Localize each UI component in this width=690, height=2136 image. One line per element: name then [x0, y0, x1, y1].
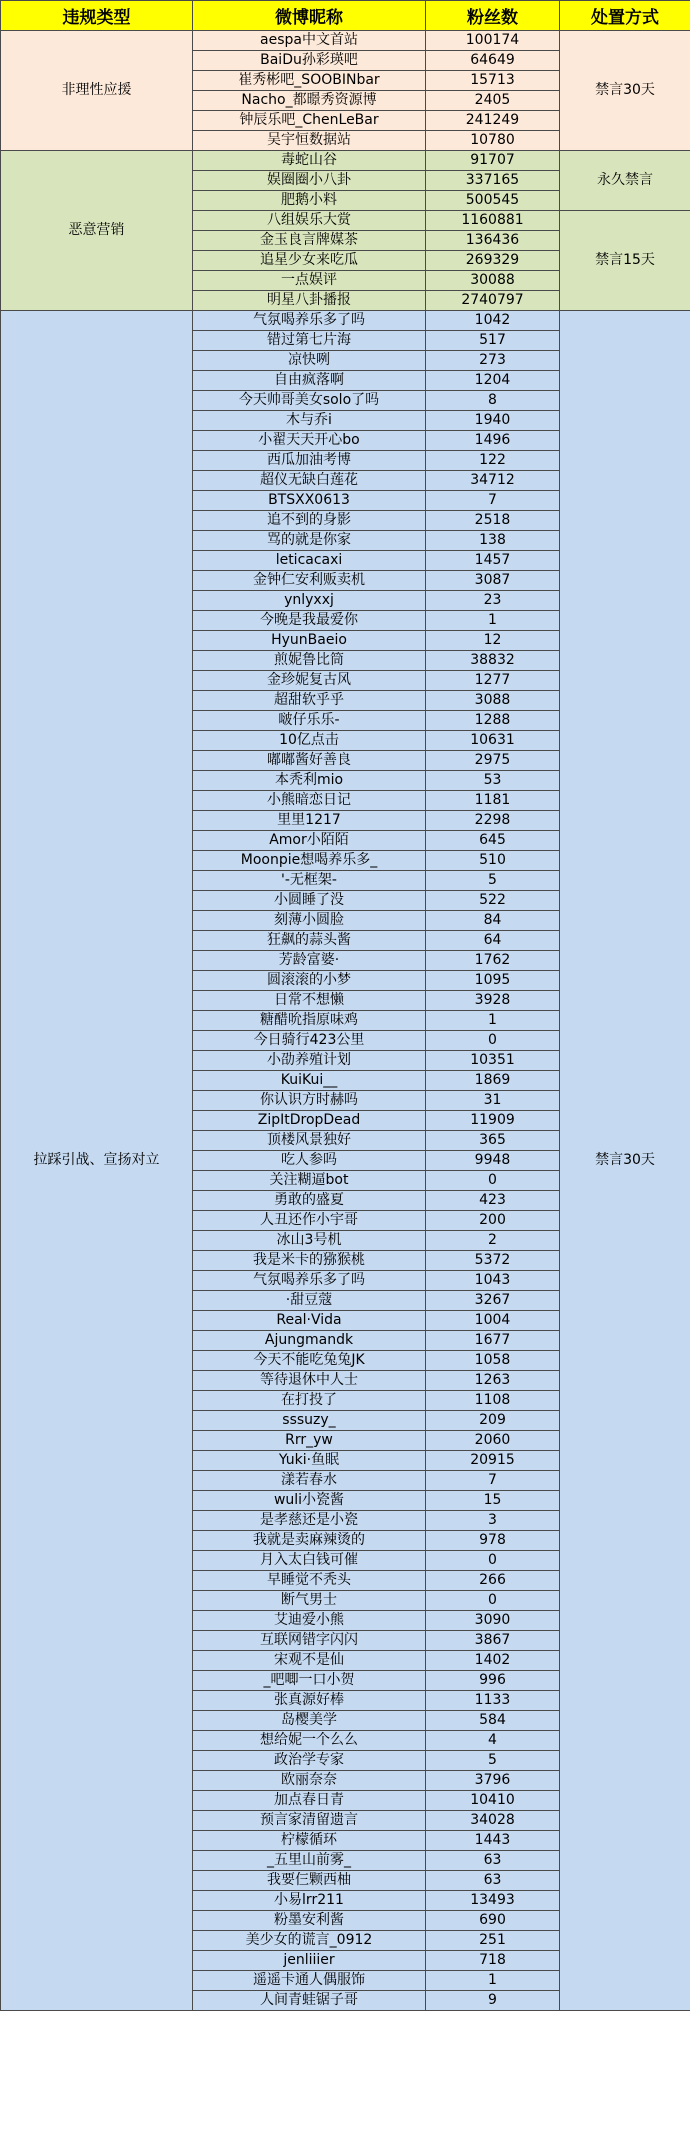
weibo-nickname-cell: 凉快咧 — [193, 351, 426, 371]
weibo-nickname-cell: 10亿点击 — [193, 731, 426, 751]
weibo-nickname-cell: 遥遥卡通人偶服饰 — [193, 1971, 426, 1991]
fans-count-cell: 10631 — [426, 731, 560, 751]
header-row — [1, 1, 690, 31]
fans-count-cell: 15 — [426, 1491, 560, 1511]
weibo-nickname-cell: 圆滚滚的小梦 — [193, 971, 426, 991]
fans-count-cell: 91707 — [426, 151, 560, 171]
fans-count-cell: 522 — [426, 891, 560, 911]
fans-count-cell: 2060 — [426, 1431, 560, 1451]
fans-count-cell: 1496 — [426, 431, 560, 451]
weibo-nickname-cell: 冰山3号机 — [193, 1231, 426, 1251]
fans-count-cell: 718 — [426, 1951, 560, 1971]
weibo-nickname-cell: 我是米卡的猕猴桃 — [193, 1251, 426, 1271]
weibo-nickname-cell: 追星少女来吃瓜 — [193, 251, 426, 271]
weibo-nickname-cell: 岛樱美学 — [193, 1711, 426, 1731]
weibo-nickname-cell: aespa中文首站 — [193, 31, 426, 51]
fans-count-cell: 1288 — [426, 711, 560, 731]
weibo-nickname-cell: 狂飙的蒜头酱 — [193, 931, 426, 951]
weibo-nickname-cell: 明星八卦播报 — [193, 291, 426, 311]
fans-count-cell: 978 — [426, 1531, 560, 1551]
weibo-nickname-cell: 今天不能吃兔兔JK — [193, 1351, 426, 1371]
fans-count-cell: 2975 — [426, 751, 560, 771]
weibo-nickname-cell: 小易lrr211 — [193, 1891, 426, 1911]
weibo-nickname-cell: 艾迪爱小熊 — [193, 1611, 426, 1631]
fans-count-cell: 1108 — [426, 1391, 560, 1411]
weibo-nickname-cell: 娱圈圈小八卦 — [193, 171, 426, 191]
weibo-nickname-cell: 毒蛇山谷 — [193, 151, 426, 171]
fans-count-cell: 38832 — [426, 651, 560, 671]
fans-count-cell: 1677 — [426, 1331, 560, 1351]
fans-count-cell: 0 — [426, 1551, 560, 1571]
fans-count-cell: 0 — [426, 1171, 560, 1191]
fans-count-cell: 64 — [426, 931, 560, 951]
weibo-nickname-cell: 吃人参吗 — [193, 1151, 426, 1171]
weibo-nickname-cell: 超甜软乎乎 — [193, 691, 426, 711]
fans-count-cell: 996 — [426, 1671, 560, 1691]
fans-count-cell: 138 — [426, 531, 560, 551]
fans-count-cell: 1004 — [426, 1311, 560, 1331]
violation-type-cell: 拉踩引战、宣扬对立 — [1, 311, 193, 2011]
header-weibo-nickname: 微博昵称 — [193, 1, 426, 31]
weibo-nickname-cell: 气氛喝养乐多了吗 — [193, 311, 426, 331]
fans-count-cell: 1402 — [426, 1651, 560, 1671]
weibo-nickname-cell: 错过第七片海 — [193, 331, 426, 351]
weibo-nickname-cell: 柠檬循环 — [193, 1831, 426, 1851]
fans-count-cell: 1277 — [426, 671, 560, 691]
weibo-nickname-cell: 人间青蛙锯子哥 — [193, 1991, 426, 2011]
fans-count-cell: 1043 — [426, 1271, 560, 1291]
weibo-nickname-cell: 西瓜加油考博 — [193, 451, 426, 471]
weibo-nickname-cell: 预言家清留遗言 — [193, 1811, 426, 1831]
fans-count-cell: 0 — [426, 1591, 560, 1611]
fans-count-cell: 63 — [426, 1851, 560, 1871]
fans-count-cell: 2 — [426, 1231, 560, 1251]
fans-count-cell: 1263 — [426, 1371, 560, 1391]
fans-count-cell: 53 — [426, 771, 560, 791]
fans-count-cell: 3796 — [426, 1771, 560, 1791]
weibo-nickname-cell: 里里1217 — [193, 811, 426, 831]
weibo-nickname-cell: 追不到的身影 — [193, 511, 426, 531]
weibo-nickname-cell: 一点娱评 — [193, 271, 426, 291]
fans-count-cell: 251 — [426, 1931, 560, 1951]
weibo-nickname-cell: Moonpie想喝养乐多_ — [193, 851, 426, 871]
weibo-nickname-cell: 美少女的谎言_0912 — [193, 1931, 426, 1951]
fans-count-cell: 1940 — [426, 411, 560, 431]
fans-count-cell: 365 — [426, 1131, 560, 1151]
weibo-nickname-cell: 煎妮鲁比筒 — [193, 651, 426, 671]
weibo-nickname-cell: _吧唧一口小贺 — [193, 1671, 426, 1691]
weibo-nickname-cell: 互联网错字闪闪 — [193, 1631, 426, 1651]
weibo-nickname-cell: leticacaxi — [193, 551, 426, 571]
fans-count-cell: 2518 — [426, 511, 560, 531]
weibo-nickname-cell: sssuzy_ — [193, 1411, 426, 1431]
weibo-nickname-cell: 崔秀彬吧_SOOBINbar — [193, 71, 426, 91]
weibo-nickname-cell: 早睡觉不秃头 — [193, 1571, 426, 1591]
weibo-nickname-cell: 八组娱乐大赏 — [193, 211, 426, 231]
fans-count-cell: 3867 — [426, 1631, 560, 1651]
weibo-nickname-cell: 日常不想懒 — [193, 991, 426, 1011]
weibo-nickname-cell: 粉墨安利酱 — [193, 1911, 426, 1931]
weibo-nickname-cell: 自由疯落啊 — [193, 371, 426, 391]
fans-count-cell: 12 — [426, 631, 560, 651]
weibo-nickname-cell: 今日骑行423公里 — [193, 1031, 426, 1051]
weibo-nickname-cell: Nacho_都暻秀资源博 — [193, 91, 426, 111]
weibo-nickname-cell: ZipItDropDead — [193, 1111, 426, 1131]
fans-count-cell: 423 — [426, 1191, 560, 1211]
weibo-nickname-cell: 今天帅哥美女solo了吗 — [193, 391, 426, 411]
fans-count-cell: 1204 — [426, 371, 560, 391]
violation-type-cell: 恶意营销 — [1, 151, 193, 311]
header-fans: 粉丝数 — [426, 1, 560, 31]
fans-count-cell: 10410 — [426, 1791, 560, 1811]
weibo-nickname-cell: 在打投了 — [193, 1391, 426, 1411]
weibo-nickname-cell: 肥鹅小料 — [193, 191, 426, 211]
table-row — [1, 31, 690, 51]
weibo-nickname-cell: 本秃利mio — [193, 771, 426, 791]
weibo-nickname-cell: ·甜豆蔻 — [193, 1291, 426, 1311]
fans-count-cell: 241249 — [426, 111, 560, 131]
weibo-nickname-cell: 小翟天天开心bo — [193, 431, 426, 451]
fans-count-cell: 136436 — [426, 231, 560, 251]
weibo-nickname-cell: 金珍妮复古风 — [193, 671, 426, 691]
fans-count-cell: 84 — [426, 911, 560, 931]
table-body — [1, 31, 690, 2011]
fans-count-cell: 64649 — [426, 51, 560, 71]
fans-count-cell: 5 — [426, 871, 560, 891]
weibo-nickname-cell: 钟辰乐吧_ChenLeBar — [193, 111, 426, 131]
weibo-nickname-cell: 欧丽奈奈 — [193, 1771, 426, 1791]
fans-count-cell: 10780 — [426, 131, 560, 151]
weibo-nickname-cell: 超仪无缺白莲花 — [193, 471, 426, 491]
weibo-nickname-cell: Ajungmandk — [193, 1331, 426, 1351]
fans-count-cell: 1181 — [426, 791, 560, 811]
action-cell: 禁言30天 — [560, 311, 690, 2011]
fans-count-cell: 23 — [426, 591, 560, 611]
fans-count-cell: 690 — [426, 1911, 560, 1931]
weibo-nickname-cell: Amor小陌陌 — [193, 831, 426, 851]
header-action: 处置方式 — [560, 1, 690, 31]
weibo-nickname-cell: 我就是卖麻辣烫的 — [193, 1531, 426, 1551]
weibo-nickname-cell: 你认识方时赫吗 — [193, 1091, 426, 1111]
fans-count-cell: 34028 — [426, 1811, 560, 1831]
header-violation-type: 违规类型 — [1, 1, 193, 31]
weibo-nickname-cell: 是孝慈还是小瓷 — [193, 1511, 426, 1531]
weibo-nickname-cell: wuli小瓷酱 — [193, 1491, 426, 1511]
weibo-nickname-cell: 加点春日青 — [193, 1791, 426, 1811]
fans-count-cell: 15713 — [426, 71, 560, 91]
table-row — [1, 311, 690, 331]
fans-count-cell: 34712 — [426, 471, 560, 491]
fans-count-cell: 500545 — [426, 191, 560, 211]
weibo-nickname-cell: 等待退休中人士 — [193, 1371, 426, 1391]
fans-count-cell: 2298 — [426, 811, 560, 831]
fans-count-cell: 7 — [426, 1471, 560, 1491]
fans-count-cell: 10351 — [426, 1051, 560, 1071]
fans-count-cell: 1 — [426, 1971, 560, 1991]
weibo-nickname-cell: 关注糊逼bot — [193, 1171, 426, 1191]
weibo-nickname-cell: ynlyxxj — [193, 591, 426, 611]
weibo-nickname-cell: 张真源好棒 — [193, 1691, 426, 1711]
violation-type-cell: 非理性应援 — [1, 31, 193, 151]
fans-count-cell: 517 — [426, 331, 560, 351]
fans-count-cell: 0 — [426, 1031, 560, 1051]
fans-count-cell: 9 — [426, 1991, 560, 2011]
weibo-nickname-cell: 芳龄富婆· — [193, 951, 426, 971]
weibo-nickname-cell: 顶楼风景独好 — [193, 1131, 426, 1151]
fans-count-cell: 1443 — [426, 1831, 560, 1851]
action-cell: 永久禁言 — [560, 151, 690, 211]
weibo-nickname-cell: jenliiier — [193, 1951, 426, 1971]
fans-count-cell: 337165 — [426, 171, 560, 191]
fans-count-cell: 209 — [426, 1411, 560, 1431]
fans-count-cell: 1160881 — [426, 211, 560, 231]
weibo-nickname-cell: 气氛喝养乐多了吗 — [193, 1271, 426, 1291]
weibo-nickname-cell: HyunBaeio — [193, 631, 426, 651]
fans-count-cell: 1095 — [426, 971, 560, 991]
fans-count-cell: 2405 — [426, 91, 560, 111]
fans-count-cell: 3090 — [426, 1611, 560, 1631]
fans-count-cell: 7 — [426, 491, 560, 511]
weibo-nickname-cell: Yuki·鱼眠 — [193, 1451, 426, 1471]
fans-count-cell: 1058 — [426, 1351, 560, 1371]
weibo-nickname-cell: 小圆睡了没 — [193, 891, 426, 911]
fans-count-cell: 3 — [426, 1511, 560, 1531]
fans-count-cell: 584 — [426, 1711, 560, 1731]
fans-count-cell: 200 — [426, 1211, 560, 1231]
weibo-nickname-cell: Rrr_yw — [193, 1431, 426, 1451]
fans-count-cell: 31 — [426, 1091, 560, 1111]
fans-count-cell: 63 — [426, 1871, 560, 1891]
weibo-nickname-cell: 漾若春水 — [193, 1471, 426, 1491]
fans-count-cell: 20915 — [426, 1451, 560, 1471]
fans-count-cell: 1457 — [426, 551, 560, 571]
fans-count-cell: 266 — [426, 1571, 560, 1591]
fans-count-cell: 5 — [426, 1751, 560, 1771]
fans-count-cell: 645 — [426, 831, 560, 851]
weibo-nickname-cell: _五里山前雾_ — [193, 1851, 426, 1871]
weibo-nickname-cell: 木与乔i — [193, 411, 426, 431]
action-cell: 禁言15天 — [560, 211, 690, 311]
weibo-nickname-cell: KuiKui__ — [193, 1071, 426, 1091]
fans-count-cell: 100174 — [426, 31, 560, 51]
weibo-nickname-cell: 金玉良言牌媒茶 — [193, 231, 426, 251]
weibo-nickname-cell: Real·Vida — [193, 1311, 426, 1331]
weibo-nickname-cell: 金钟仁安利贩卖机 — [193, 571, 426, 591]
fans-count-cell: 1 — [426, 611, 560, 631]
fans-count-cell: 30088 — [426, 271, 560, 291]
weibo-nickname-cell: 勇敢的盛夏 — [193, 1191, 426, 1211]
fans-count-cell: 1133 — [426, 1691, 560, 1711]
fans-count-cell: 8 — [426, 391, 560, 411]
weibo-nickname-cell: 今晚是我最爱你 — [193, 611, 426, 631]
fans-count-cell: 1042 — [426, 311, 560, 331]
fans-count-cell: 1 — [426, 1011, 560, 1031]
weibo-nickname-cell: 小劭养殖计划 — [193, 1051, 426, 1071]
weibo-nickname-cell: 我要仨颗西柚 — [193, 1871, 426, 1891]
fans-count-cell: 9948 — [426, 1151, 560, 1171]
weibo-nickname-cell: 宋观不是仙 — [193, 1651, 426, 1671]
fans-count-cell: 3267 — [426, 1291, 560, 1311]
fans-count-cell: 2740797 — [426, 291, 560, 311]
weibo-nickname-cell: 小熊暗恋日记 — [193, 791, 426, 811]
fans-count-cell: 3928 — [426, 991, 560, 1011]
fans-count-cell: 273 — [426, 351, 560, 371]
weibo-nickname-cell: 想给妮一个么么 — [193, 1731, 426, 1751]
weibo-nickname-cell: BTSXX0613 — [193, 491, 426, 511]
fans-count-cell: 1762 — [426, 951, 560, 971]
fans-count-cell: 13493 — [426, 1891, 560, 1911]
fans-count-cell: 122 — [426, 451, 560, 471]
weibo-nickname-cell: 政治学专家 — [193, 1751, 426, 1771]
weibo-nickname-cell: 嘟嘟酱好善良 — [193, 751, 426, 771]
weibo-nickname-cell: 人丑还作小宇哥 — [193, 1211, 426, 1231]
weibo-nickname-cell: 刻薄小圆脸 — [193, 911, 426, 931]
fans-count-cell: 11909 — [426, 1111, 560, 1131]
fans-count-cell: 1869 — [426, 1071, 560, 1091]
weibo-nickname-cell: 糖醋吮指原味鸡 — [193, 1011, 426, 1031]
fans-count-cell: 3087 — [426, 571, 560, 591]
weibo-nickname-cell: 骂的就是你家 — [193, 531, 426, 551]
fans-count-cell: 269329 — [426, 251, 560, 271]
action-cell: 禁言30天 — [560, 31, 690, 151]
weibo-nickname-cell: 月入太白钱可催 — [193, 1551, 426, 1571]
fans-count-cell: 510 — [426, 851, 560, 871]
weibo-nickname-cell: '-无框架- — [193, 871, 426, 891]
fans-count-cell: 3088 — [426, 691, 560, 711]
fans-count-cell: 4 — [426, 1731, 560, 1751]
weibo-nickname-cell: 啵仔乐乐- — [193, 711, 426, 731]
fans-count-cell: 5372 — [426, 1251, 560, 1271]
weibo-nickname-cell: 断气男士 — [193, 1591, 426, 1611]
weibo-nickname-cell: 吴宇恒数据站 — [193, 131, 426, 151]
weibo-nickname-cell: BaiDu孙彩瑛吧 — [193, 51, 426, 71]
table-row — [1, 151, 690, 171]
